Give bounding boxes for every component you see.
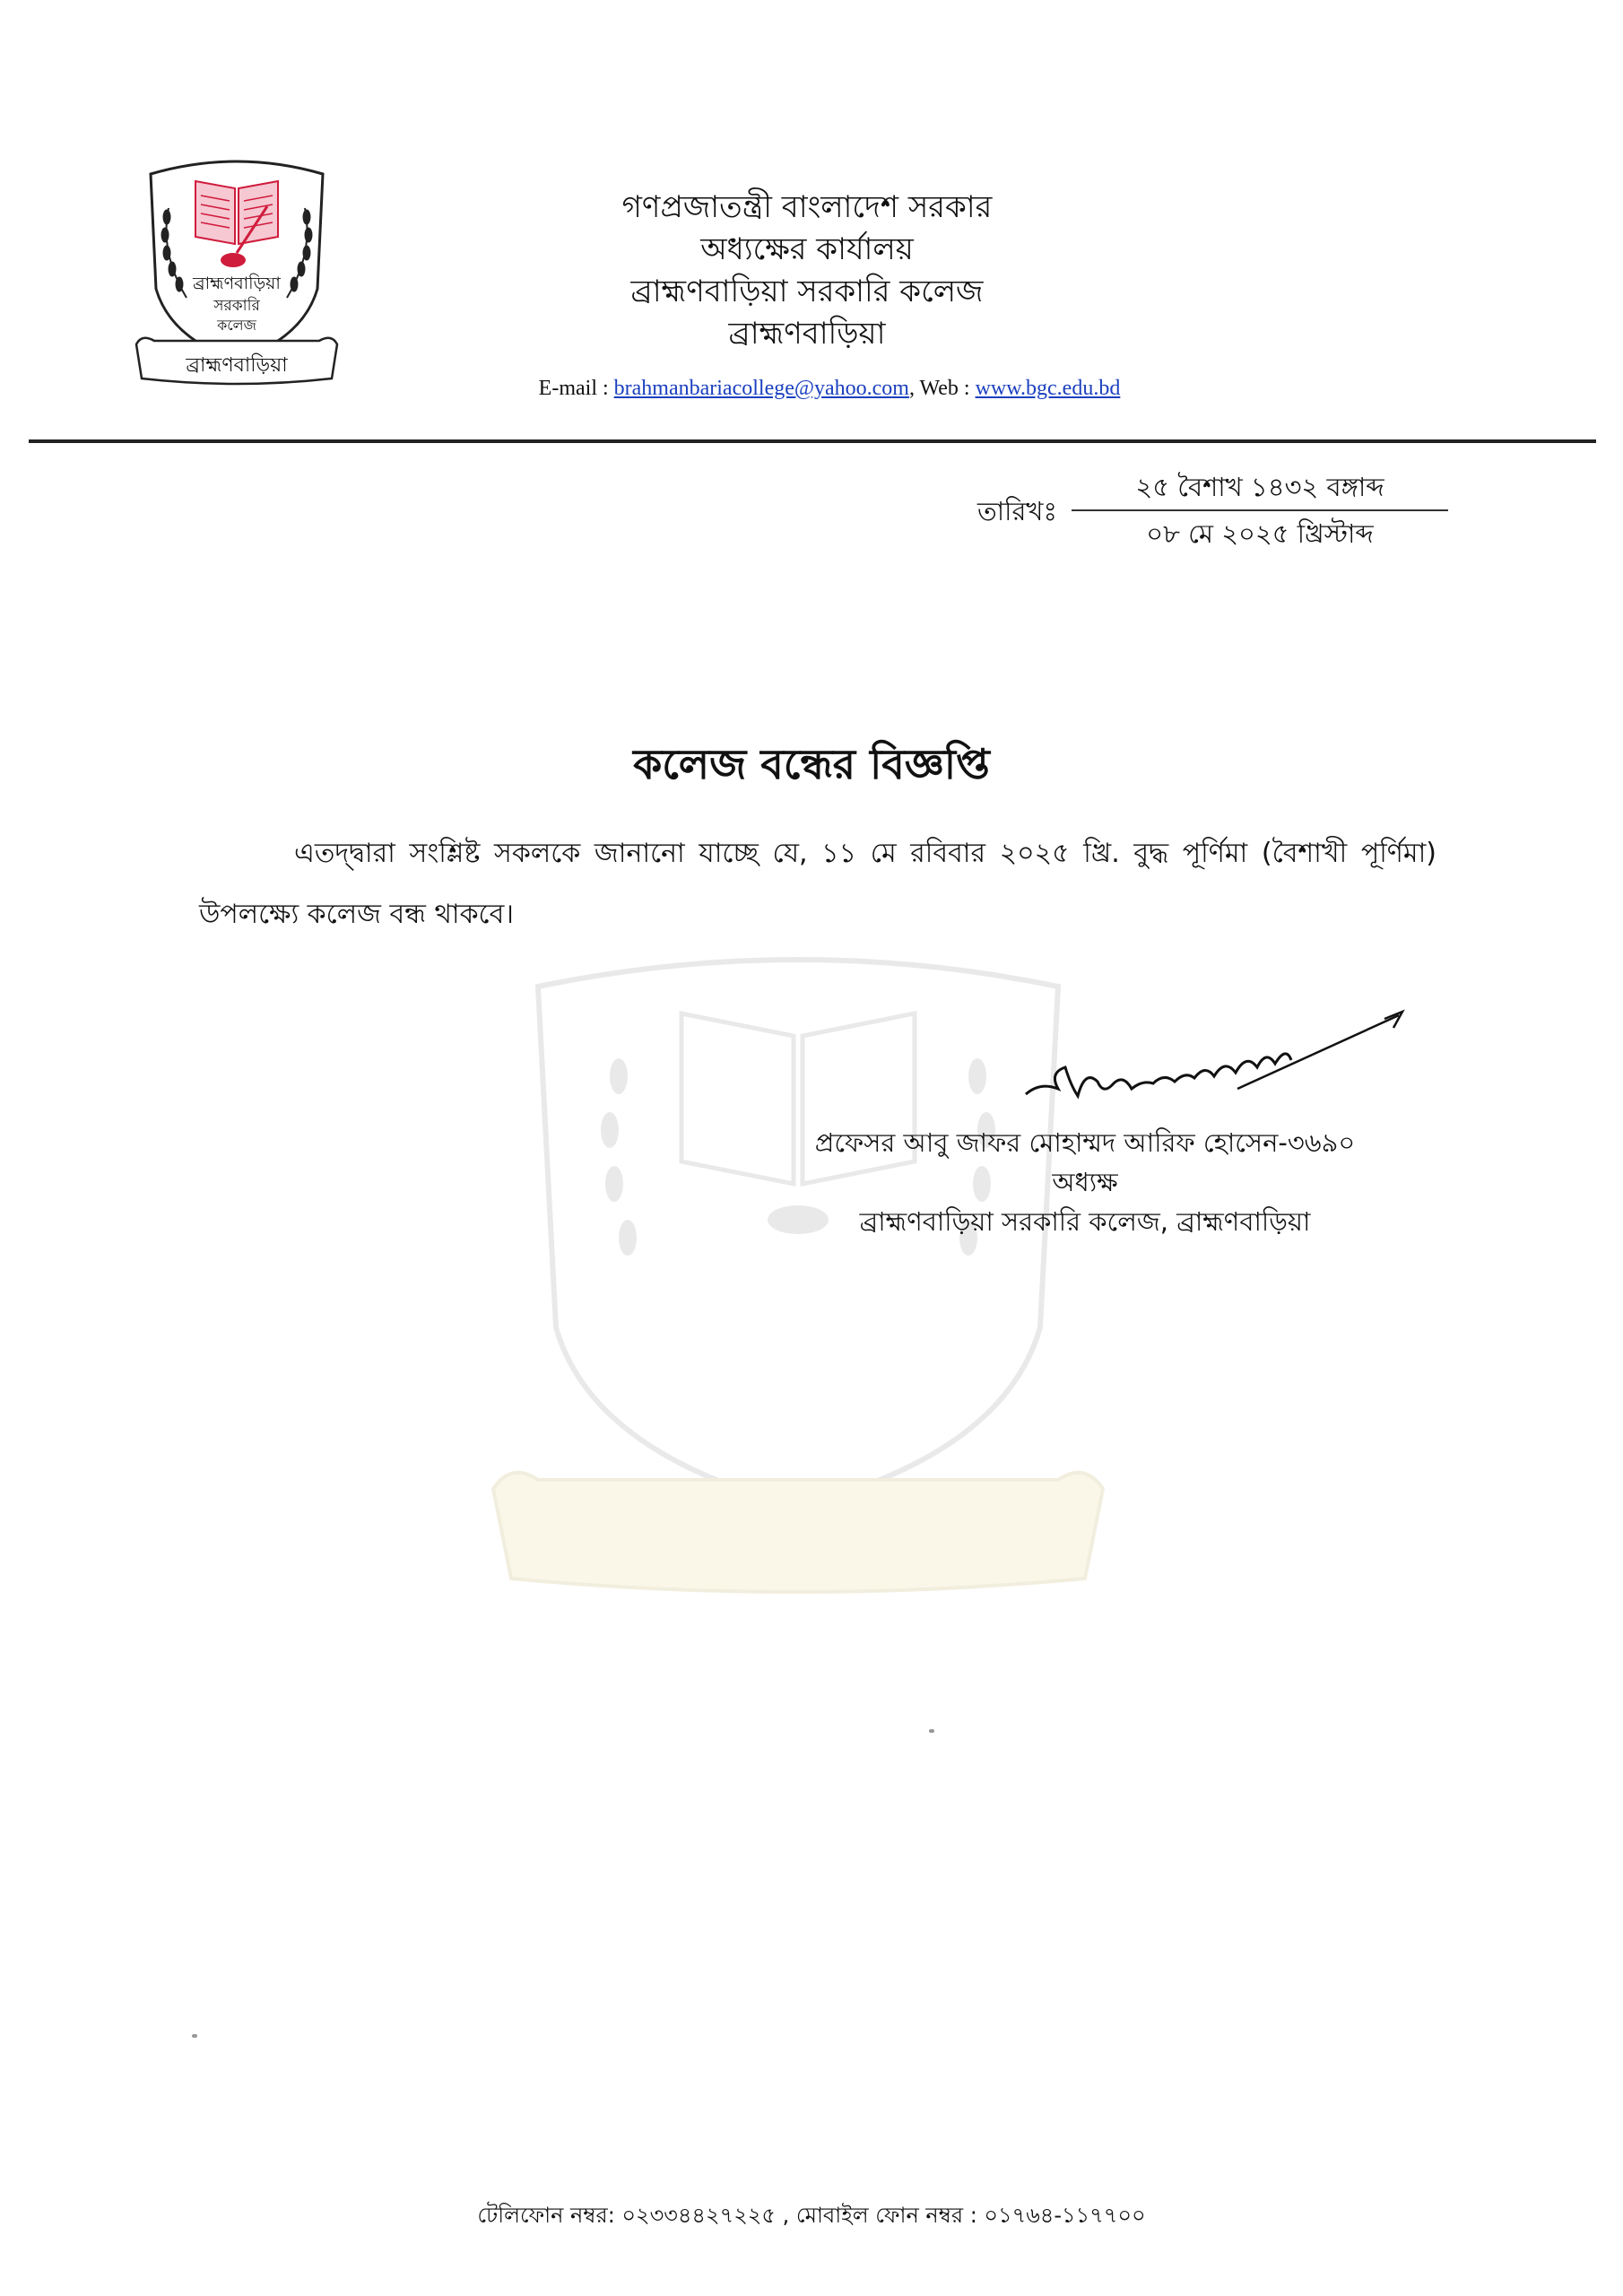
contact-line xyxy=(444,377,1215,401)
logo-text-3: কলেজ xyxy=(217,317,256,334)
college-line: ব্রাহ্মণবাড়িয়া সরকারি কলেজ xyxy=(630,274,984,309)
watermark-crest xyxy=(484,951,1112,1632)
open-book-icon xyxy=(195,181,278,244)
date-gregorian: ০৮ মে ২০২৫ খ্রিস্টাব্দ xyxy=(1146,518,1374,549)
date-divider xyxy=(1072,509,1448,511)
logo-text-2: সরকারি xyxy=(213,297,260,315)
college-crest-logo xyxy=(133,154,341,389)
email-link[interactable]: brahmanbariacollege@yahoo.com xyxy=(613,377,909,400)
notice-title: কলেজ বন্ধের বিজ্ঞপ্তি xyxy=(633,740,990,788)
office-line: অধ্যক্ষের কার্যালয় xyxy=(700,231,914,267)
web-label: , Web : xyxy=(908,377,976,400)
header-divider xyxy=(29,439,1596,443)
website-link[interactable]: www.bgc.edu.bd xyxy=(975,377,1121,400)
government-line: গণপ্রজাতন্ত্রী বাংলাদেশ সরকার xyxy=(621,189,993,225)
scan-speck xyxy=(929,1729,934,1733)
signatory-block xyxy=(762,1123,1408,1241)
district-line: ব্রাহ্মণবাড়িয়া xyxy=(728,316,886,352)
scan-speck xyxy=(192,2034,197,2038)
letterhead xyxy=(475,187,1139,355)
signatory-name: প্রফেসর আবু জাফর মোহাম্মদ আরিফ হোসেন-৩৬৯০ xyxy=(814,1127,1356,1158)
date-bangla: ২৫ বৈশাখ ১৪৩২ বঙ্গাব্দ xyxy=(1135,472,1384,502)
email-label: E-mail : xyxy=(538,377,614,400)
footer-contact: টেলিফোন নম্বর: ০২৩৩৪৪২৭২২৫ , মোবাইল ফোন নম্বর : ০১৭৬৪-১১৭৭০০ xyxy=(477,2203,1146,2228)
handwritten-signature xyxy=(1022,996,1408,1121)
signatory-office: ব্রাহ্মণবাড়িয়া সরকারি কলেজ, ব্রাহ্মণবাড়িয়া xyxy=(859,1206,1311,1237)
date-label: তারিখঃ xyxy=(977,496,1057,526)
date-block xyxy=(1072,468,1448,552)
signatory-designation: অধ্যক্ষ xyxy=(1052,1167,1118,1197)
logo-ribbon-text: ব্রাহ্মণবাড়িয়া xyxy=(186,354,288,377)
logo-text-1: ব্রাহ্মণবাড়িয়া xyxy=(193,274,281,293)
notice-body: এতদ্দ্বারা সংশ্লিষ্ট সকলকে জানানো যাচ্ছে যে, ১১ মে রবিবার ২০২৫ খ্রি. বুদ্ধ পূর্ণিমা (বৈশাখী পূর্ণিমা) উপলক্ষ্যে কলেজ বন্ধ থাকবে। xyxy=(199,838,1436,930)
laurel-left-icon xyxy=(161,208,187,298)
laurel-right-icon xyxy=(287,208,312,298)
